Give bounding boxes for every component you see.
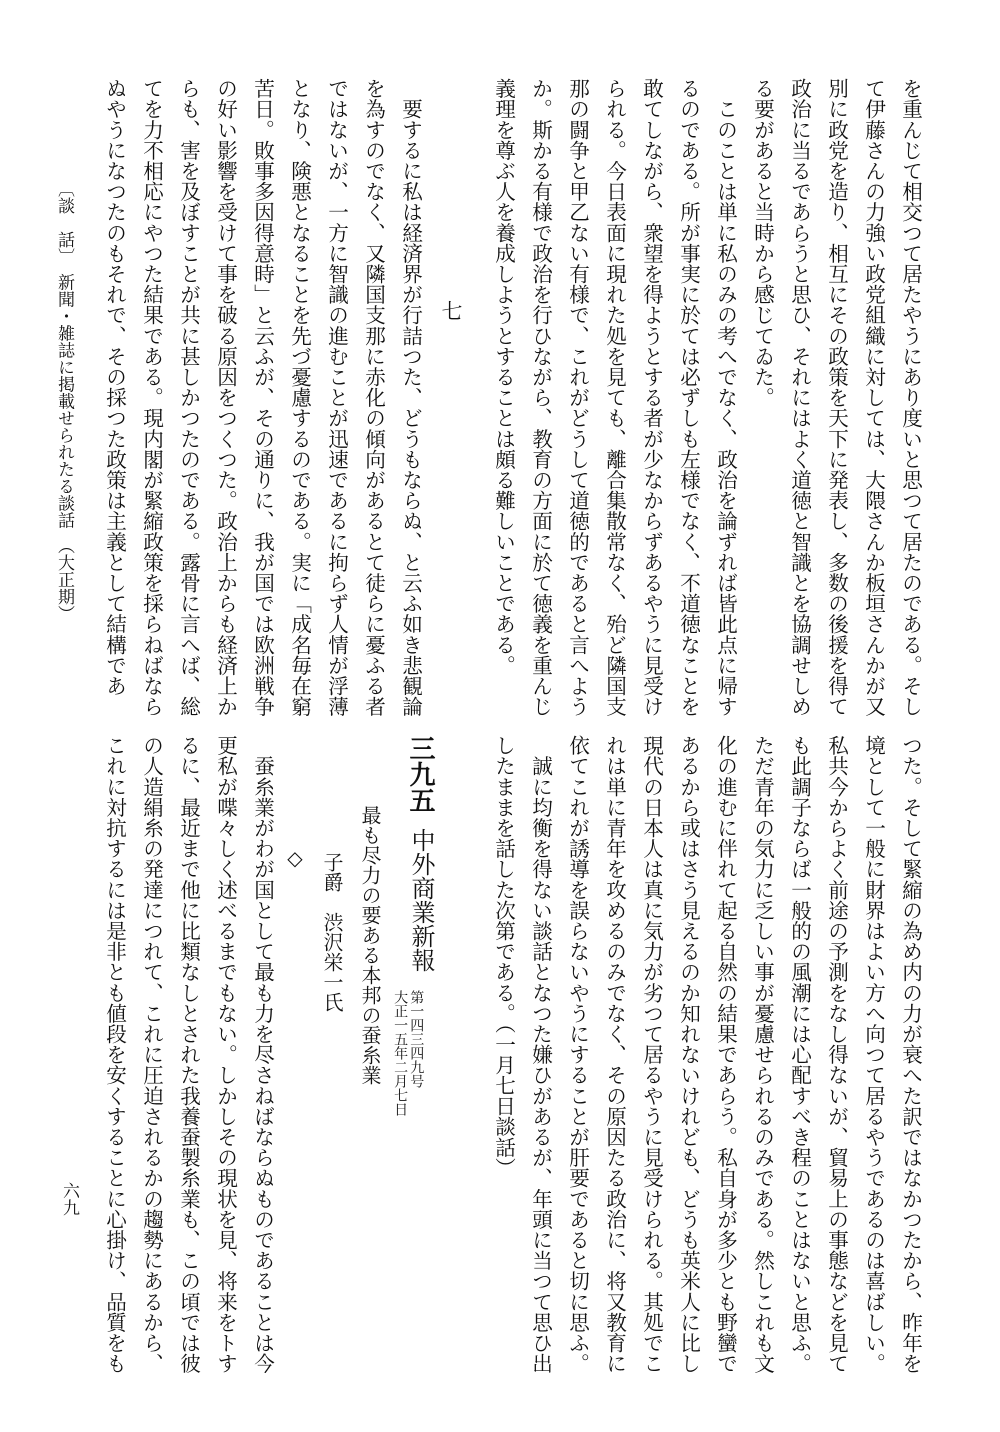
upper-column-13: 要するに私は経済界が行詰つた、どうもならぬ、と云ふ如き悲観論	[398, 78, 423, 717]
article-column-2: 更私が喋々しく述べるまでもない。しかしその現状を見、将来をトす	[213, 735, 238, 1374]
upper-column-11: か。斯かる有様で政治を行ひながら、教育の方面に於て徳義を重んじ	[528, 78, 553, 717]
lower-column-1: つた。そして緊縮の為め内の力が衰へた訳ではなかつたから、昨年を	[898, 735, 923, 1374]
newspaper-title: 中外商業新報	[407, 828, 435, 972]
lower-column-8: 現代の日本人は真に気力が劣つて居るやうに見受けられる。其処でこ	[639, 735, 664, 1374]
section-number: 七	[439, 300, 463, 321]
upper-column-3: 別に政党を造り、相互にその政策を天下に発表し、多数の後援を得て	[824, 78, 849, 717]
running-footer: 〔談 話〕 新聞・雑誌に掲載せられたる談話 （大正期）	[54, 180, 74, 622]
upper-column-20: てを力不相応にやつた結果である。現内閣が緊縮政策を採らねばなら	[139, 78, 164, 717]
upper-column-9: られる。今日表面に現れた処を見ても、離合集散常なく、殆ど隣国支	[602, 78, 627, 717]
article-number: 三九五	[405, 735, 435, 813]
lower-column-6: 化の進むに伴れて起る自然の結果であらう。私自身が多少とも野蠻で	[713, 735, 738, 1374]
lower-column-7: あるから或はさう見えるのか知れないけれども、どうも英米人に比し	[676, 735, 701, 1374]
lower-column-4: も此調子ならば一般的の風潮には心配すべき程のことはないと思ふ。	[787, 735, 812, 1374]
upper-column-21: ぬやうになつたのもそれで、その採つた政策は主義として結構であ	[102, 78, 127, 696]
page-number: 六九	[59, 1182, 79, 1216]
article-column-1: 蚕糸業がわが国として最も力を尽さねばならぬものであることは今	[250, 735, 275, 1374]
lower-column-2: 境として一般に財界はよい方へ向つて居るやうであるのは喜ばしい。	[861, 735, 886, 1374]
upper-column-15: ではないが、一方に智識の進むことが迅速であるに拘らず人情が浮薄	[324, 78, 349, 717]
upper-column-2: て伊藤さんの力強い政党組織に対しては、大隈さんか板垣さんかが又	[861, 78, 886, 717]
upper-column-16: となり、険悪となることを先づ憂慮するのである。実に「成名毎在窮	[287, 78, 312, 717]
speaker-name: 子爵 渋沢栄一氏	[320, 852, 344, 1012]
article-subtitle: 最も尽力の要ある本邦の蚕糸業	[358, 805, 382, 1085]
upper-column-18: の好い影響を受けて事を破る原因をつくつた。政治上からも経済上か	[213, 78, 238, 717]
article-column-3: るに、最近まで他に比類なしとされた我養蚕製糸業も、この頃では彼	[176, 735, 201, 1374]
issue-info: 第一四三四九号 大正一五年二月七日	[392, 990, 425, 1116]
lower-column-3: 私共今からよく前途の予測をなし得ないが、貿易上の事態などを見て	[824, 735, 849, 1374]
upper-column-7: るのである。所が事実に於ては必ずしも左様でなく、不道徳なことを	[676, 78, 701, 717]
lower-column-12: したままを話した次第である。（一月七日談話）	[491, 735, 516, 1178]
lower-column-5: ただ青年の気力に乏しい事が憂慮せられるのみである。然しこれも文	[750, 735, 775, 1374]
upper-column-5: る要があると当時から感じてゐた。	[750, 78, 775, 408]
upper-column-12: 義理を尊ぶ人を養成しようとすることは頗る難しいことである。	[491, 78, 516, 676]
lower-column-11: 誠に均衡を得ない談話となつた嫌ひがあるが、年頭に当つて思ひ出	[528, 735, 553, 1374]
upper-column-4: 政治に当るであらうと思ひ、それにはよく道徳と智識とを協調せしめ	[787, 78, 812, 717]
article-column-5: これに対抗するには是非とも値段を安くすることに心掛け、品質をも	[102, 735, 127, 1374]
upper-column-1: を重んじて相交つて居たやうにあり度いと思つて居たのである。そし	[898, 78, 923, 717]
upper-column-17: 苦日。敗事多因得意時」と云ふが、その通りに、我が国では欧洲戦争	[250, 78, 275, 717]
lower-column-9: れは単に青年を攻めるのみでなく、その原因たる政治に、将又教育に	[602, 735, 627, 1374]
upper-column-6: このことは単に私のみの考へでなく、政治を論ずれば皆此点に帰す	[713, 78, 738, 717]
upper-column-8: 敢てしながら、衆望を得ようとする者が少なからずあるやうに見受け	[639, 78, 664, 717]
article-column-4: の人造絹糸の発達につれて、これに圧迫されるかの趨勢にあるから、	[139, 735, 164, 1374]
upper-column-10: 那の闘争と甲乙ない有様で、これがどうして道徳的であると言へよう	[565, 78, 590, 717]
lower-column-10: 依てこれが誘導を誤らないやうにすることが肝要であると切に思ふ。	[565, 735, 590, 1374]
upper-column-19: らも、害を及ぼすことが共に甚しかつたのである。露骨に言へば、総	[176, 78, 201, 717]
section-mark: ◇	[283, 846, 307, 870]
upper-column-14: を為すのでなく、又隣国支那に赤化の傾向があるとて徒らに憂ふる者	[361, 78, 386, 717]
